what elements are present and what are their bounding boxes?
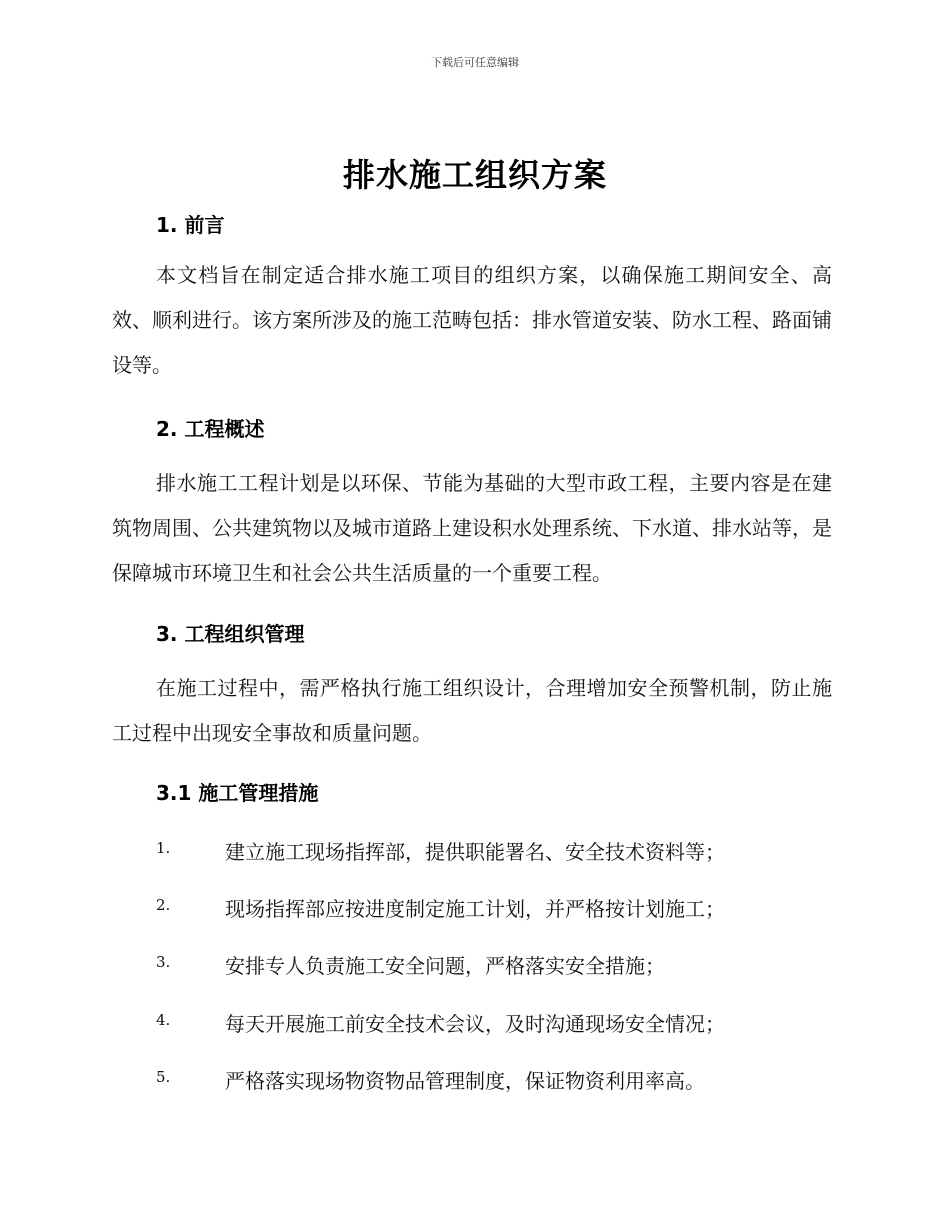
list-item-number: 2.: [156, 896, 171, 914]
list-item-number: 1.: [156, 839, 171, 857]
section-heading-overview: 2. 工程概述: [156, 417, 265, 441]
paragraph-organization: 在施工过程中，需严格执行施工组织设计，合理增加安全预警机制，防止施工过程中出现安全事故和质量问题。: [112, 676, 832, 745]
list-item-number: 4.: [156, 1011, 171, 1029]
list-item-number: 3.: [156, 953, 171, 971]
paragraph-overview: 排水施工工程计划是以环保、节能为基础的大型市政工程，主要内容是在建筑物周围、公共建筑物以及城市道路上建设积水处理系统、下水道、排水站等，是保障城市环境卫生和社会公共生活质量的一个重要工程。: [112, 471, 832, 585]
list-item-text: 每天开展施工前安全技术会议，及时沟通现场安全情况；: [225, 1012, 725, 1036]
paragraph-preface: 本文档旨在制定适合排水施工项目的组织方案，以确保施工期间安全、高效、顺利进行。该方案所涉及的施工范畴包括：排水管道安装、防水工程、路面铺设等。: [112, 263, 832, 377]
list-item-text: 建立施工现场指挥部，提供职能署名、安全技术资料等；: [225, 840, 725, 864]
header-note: 下载后可任意编辑: [431, 56, 519, 69]
section-heading-measures: 3.1 施工管理措施: [156, 781, 319, 805]
list-item-number: 5.: [156, 1068, 171, 1086]
section-heading-organization: 3. 工程组织管理: [156, 622, 305, 646]
list-item-text: 严格落实现场物资物品管理制度，保证物资利用率高。: [225, 1069, 705, 1093]
section-heading-preface: 1. 前言: [156, 213, 225, 237]
list-item-text: 现场指挥部应按进度制定施工计划，并严格按计划施工；: [225, 897, 725, 921]
document-title: 排水施工组织方案: [342, 156, 607, 194]
list-item-text: 安排专人负责施工安全问题，严格落实安全措施；: [225, 954, 665, 978]
